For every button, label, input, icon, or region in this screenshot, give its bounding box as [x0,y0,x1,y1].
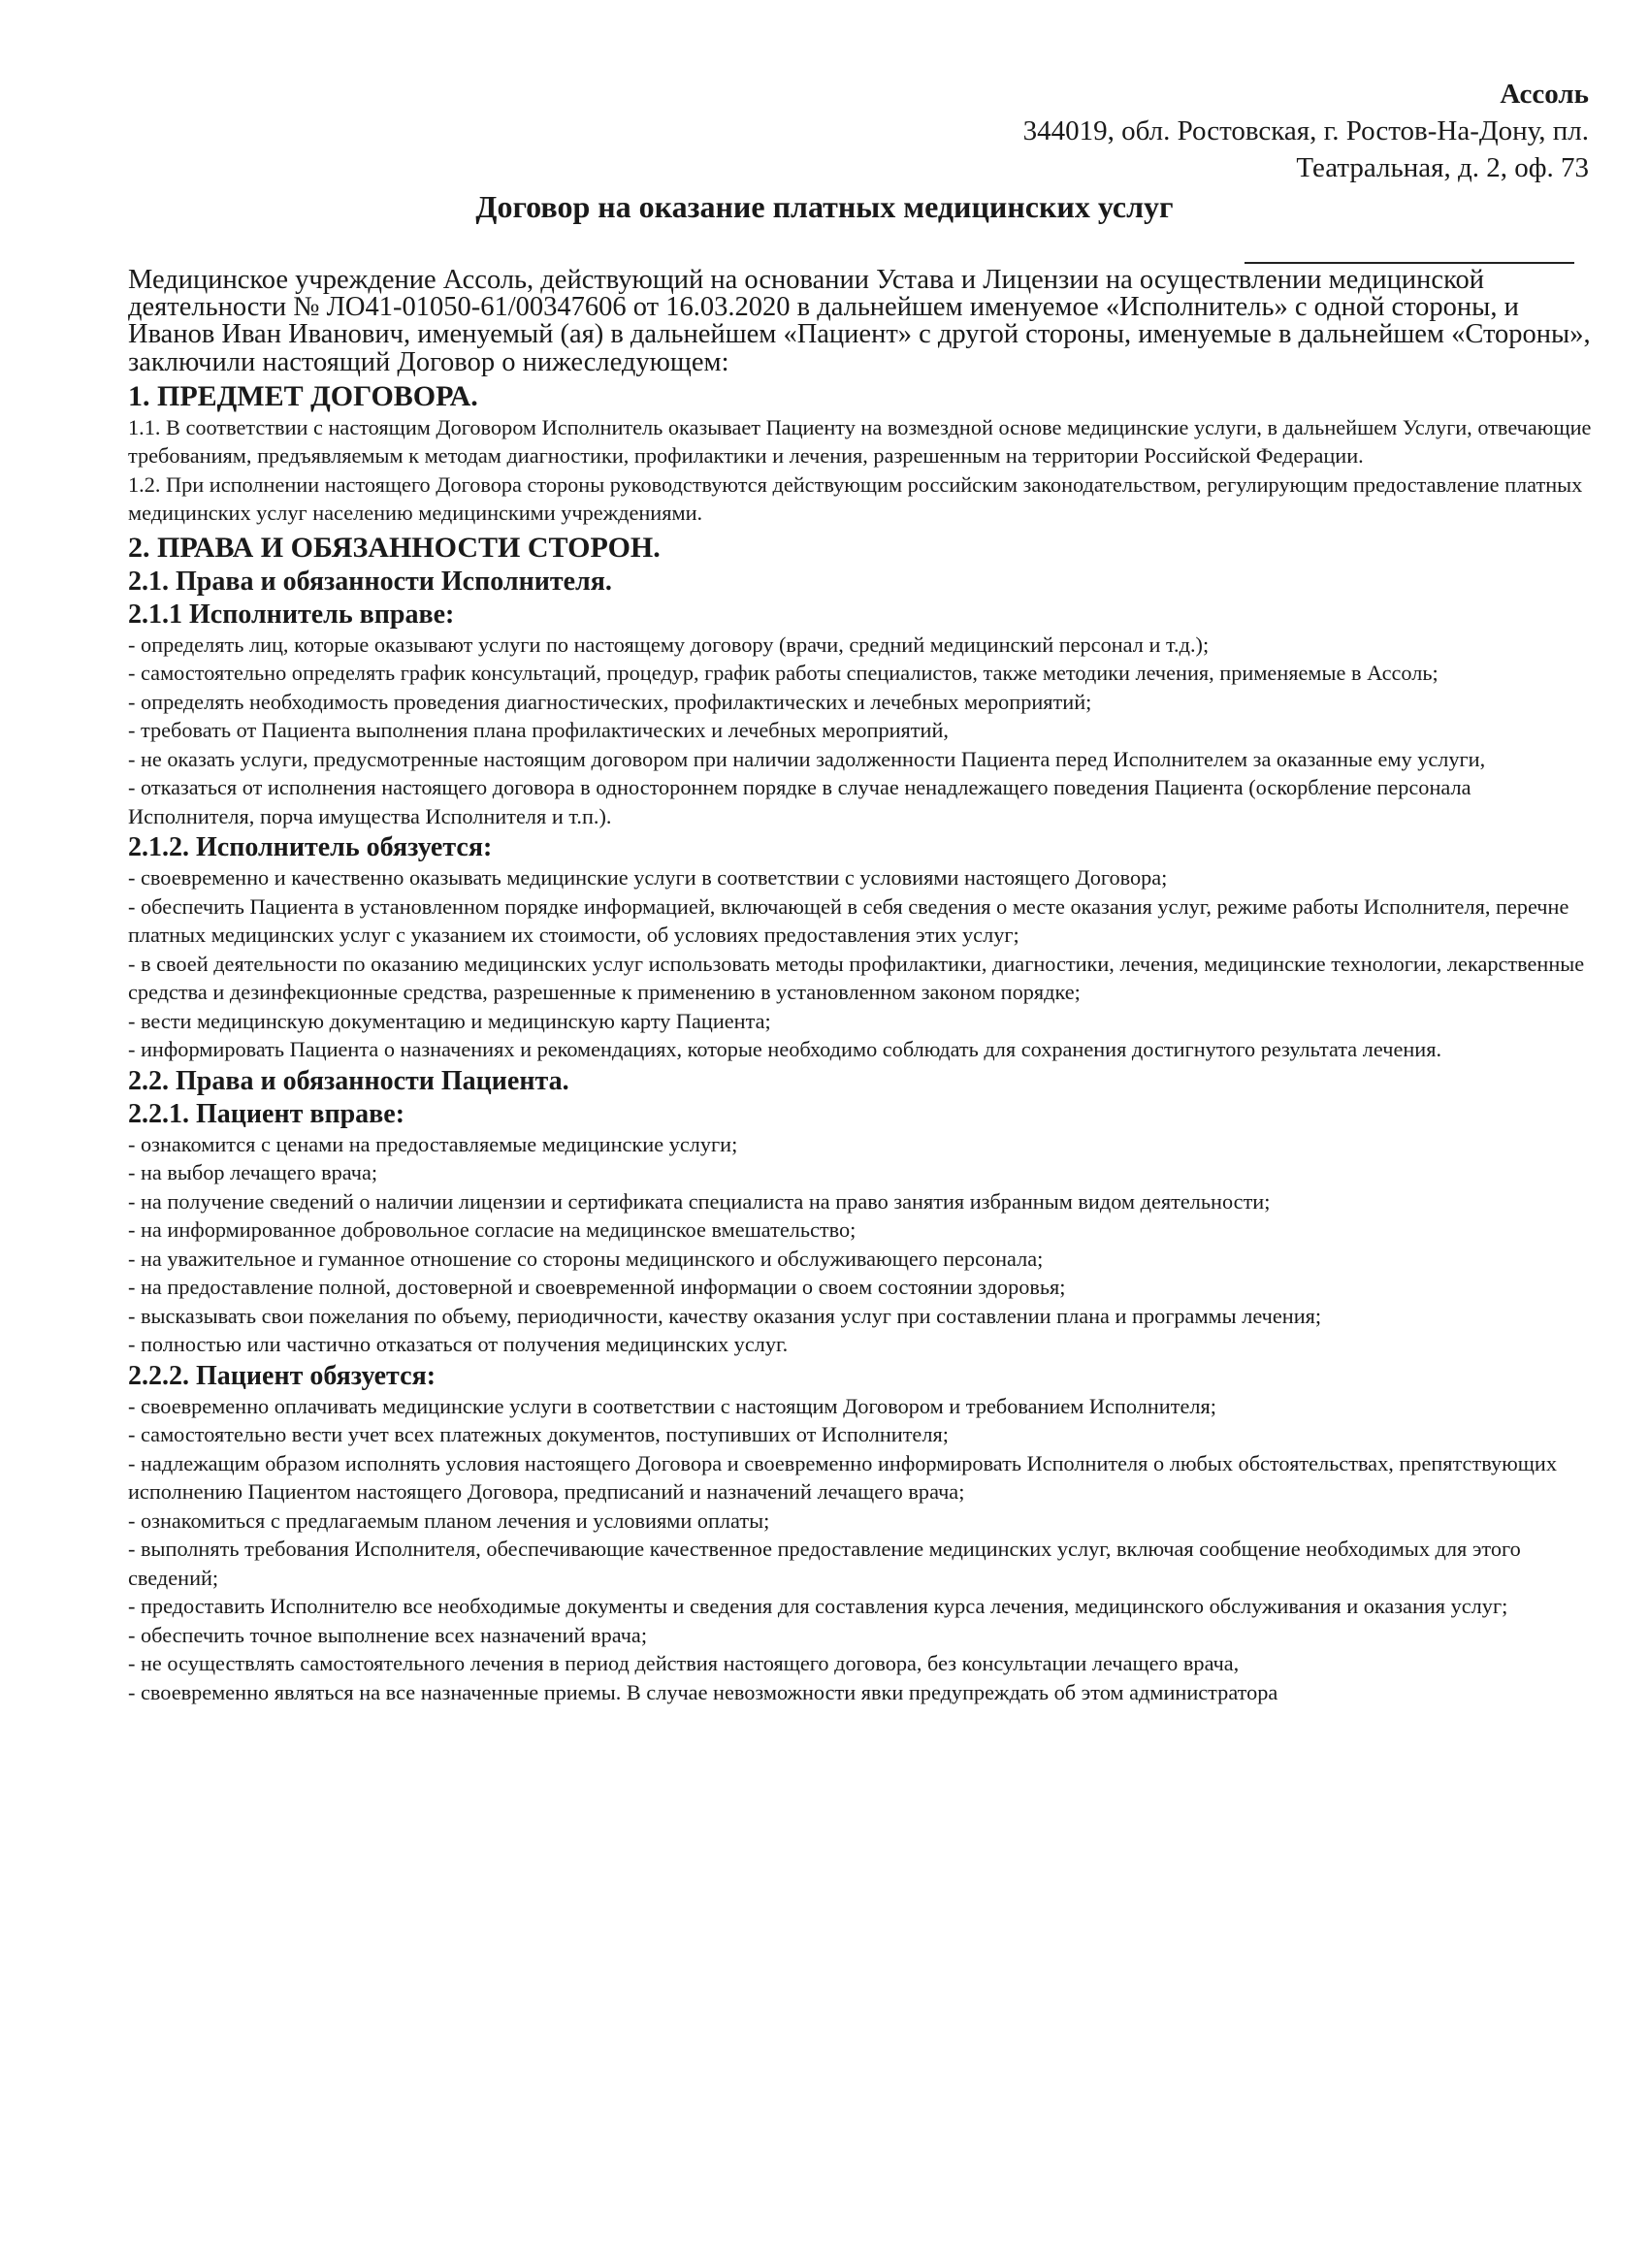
list-item: - требовать от Пациента выполнения плана профилактических и лечебных мероприятий, [128,718,949,743]
list-item: - на уважительное и гуманное отношение со стороны медицинского и обслуживающего персонала; [128,1246,1044,1271]
clause-1-1: 1.1. В соответствии с настоящим Договором Исполнитель оказывает Пациенту на возмездной основе медицинские услуги, в дальнейшем Услуги, отвечающие требованиям, предъявляемым к методам диагностики, профилактики и лечения, разрешенным на территории Российской Федерации. [128,414,1592,469]
list-item: - предоставить Исполнителю все необходимые документы и сведения для составления курса лечения, медицинского обслуживания и оказания услуг; [128,1594,1508,1619]
list-item: - отказаться от исполнения настоящего договора в одностороннем порядке в случае ненадлежащего поведения Пациента (оскорбление персонала Исполнителя, порча имущества Исполнителя и т.п.). [128,775,1471,828]
section-2-2-2-heading: 2.2.2. Пациент обязуется: [128,1360,436,1391]
list-item: - на выбор лечащего врача; [128,1160,378,1185]
list-item: - высказывать свои пожелания по объему, периодичности, качеству оказания услуг при составлении плана и программы лечения; [128,1303,1322,1328]
list-item: - ознакомится с ценами на предоставляемые медицинские услуги; [128,1131,738,1156]
date-underline [1245,262,1574,264]
list-item: - самостоятельно определять график консультаций, процедур, график работы специалистов, также методики лечения, применяемые в Ассоль; [128,661,1439,686]
address-line-1: 344019, обл. Ростовская, г. Ростов-На-Дону, пл. [1022,115,1589,146]
section-2-2-1-heading: 2.2.1. Пациент вправе: [128,1098,405,1129]
list-item: - определять необходимость проведения диагностических, профилактических и лечебных мероприятий; [128,689,1092,714]
list-item: - выполнять требования Исполнителя, обеспечивающие качественное предоставление медицинских услуг, включая сообщение необходимых для этого сведений; [128,1537,1521,1590]
section-2-2-heading: 2.2. Права и обязанности Пациента. [128,1065,569,1096]
list-item: - вести медицинскую документацию и медицинскую карту Пациента; [128,1008,771,1033]
list-item: - на получение сведений о наличии лицензии и сертификата специалиста на право занятия избранным видом деятельности; [128,1188,1271,1214]
organization-name: Ассоль [1500,79,1589,110]
section-1-heading: 1. ПРЕДМЕТ ДОГОВОРА. [128,379,478,412]
list-item: - в своей деятельности по оказанию медицинских услуг использовать методы профилактики, диагностики, лечения, медицинские технологии, лекарственные средства и дезинфекционные средства, разрешенные к применению в установленном законом порядке; [128,951,1585,1005]
list-item: - не осуществлять самостоятельного лечения в период действия настоящего договора, без консультации лечащего врача, [128,1651,1240,1676]
list-item: - на предоставление полной, достоверной и своевременной информации о своем состоянии здоровья; [128,1275,1066,1300]
clause-1-2: 1.2. При исполнении настоящего Договора стороны руководствуются действующим российским законодательством, регулирующим предоставление платных медицинских услуг населению медицинскими учреждениями. [128,471,1583,526]
section-2-heading: 2. ПРАВА И ОБЯЗАННОСТИ СТОРОН. [128,531,661,564]
list-item: - надлежащим образом исполнять условия настоящего Договора и своевременно информировать Исполнителя о любых обстоятельствах, препятствующих исполнению Пациентом настоящего Договора, предписаний и назначений лечащего врача; [128,1450,1558,1505]
list-item: - на информированное добровольное согласие на медицинское вмешательство; [128,1217,857,1243]
list-item: - полностью или частично отказаться от получения медицинских услуг. [128,1332,789,1357]
list-item: - не оказать услуги, предусмотренные настоящим договором при наличии задолженности Пациента перед Исполнителем за оказанные ему услуги, [128,746,1486,771]
contract-body [128,267,1593,1706]
list-item: - обеспечить точное выполнение всех назначений врача; [128,1622,648,1647]
list-item: - своевременно оплачивать медицинские услуги в соответствии с настоящим Договором и требованием Исполнителя; [128,1393,1216,1418]
list-item: - своевременно являться на все назначенные приемы. В случае невозможности явки предупреждать об этом администратора [128,1679,1278,1704]
section-2-1-1-heading: 2.1.1 Исполнитель вправе: [128,599,455,630]
address-line-2: Театральная, д. 2, оф. 73 [1296,152,1589,183]
section-2-1-heading: 2.1. Права и обязанности Исполнителя. [128,566,612,597]
list-item: - обеспечить Пациента в установленном порядке информацией, включающей в себя сведения о месте оказания услуг, режиме работы Исполнителя, перечне платных медицинских услуг с указанием их стоимости, об условиях предоставления этих услуг; [128,893,1569,948]
preamble: Медицинское учреждение Ассоль, действующий на основании Устава и Лицензии на осуществлении медицинской деятельности № ЛО41-01050-61/00347606 от 16.03.2020 в дальнейшем именуемое «Исполнитель» с одной стороны, и Иванов Иван Иванович, именуемый (ая) в дальнейшем «Пациент» с другой стороны, именуемые в дальнейшем «Стороны», заключили настоящий Договор о нижеследующем: [128,265,1591,377]
list-item: - самостоятельно вести учет всех платежных документов, поступивших от Исполнителя; [128,1422,949,1447]
document-title: Договор на оказание платных медицинских услуг [475,189,1174,224]
list-item: - определять лиц, которые оказывают услуги по настоящему договору (врачи, средний медицинский персонал и т.д.); [128,632,1210,657]
letterhead [1023,76,1589,186]
section-2-1-2-heading: 2.1.2. Исполнитель обязуется: [128,832,493,863]
list-item: - своевременно и качественно оказывать медицинские услуги в соответствии с условиями настоящего Договора; [128,865,1168,891]
list-item: - ознакомиться с предлагаемым планом лечения и условиями оплаты; [128,1507,770,1533]
list-item: - информировать Пациента о назначениях и рекомендациях, которые необходимо соблюдать для сохранения достигнутого результата лечения. [128,1037,1442,1062]
